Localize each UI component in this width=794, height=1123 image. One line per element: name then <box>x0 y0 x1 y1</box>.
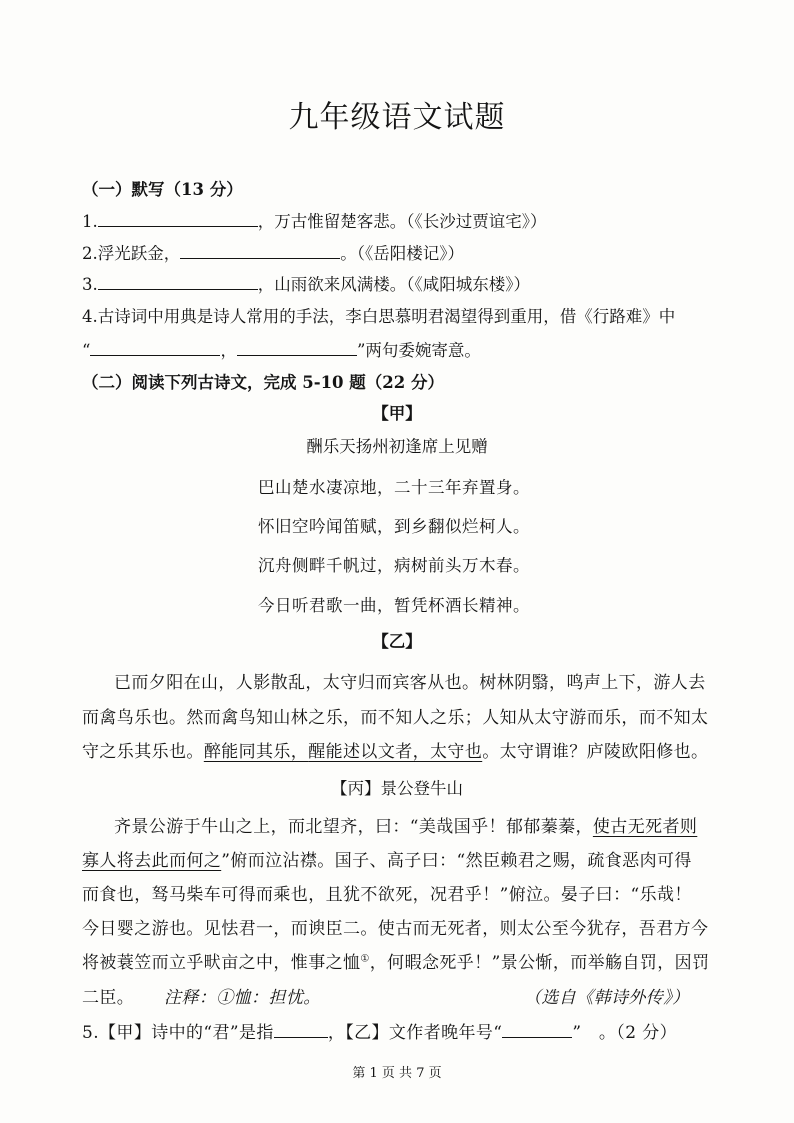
poem-line: 怀旧空吟闻笛赋，到乡翻似烂柯人。 <box>258 517 530 536</box>
question-2-text: 2.浮光跃金， <box>82 244 181 263</box>
passage-text: ”俯而泣沾襟。国子、高子曰：“然臣赖君之赐，疏食恶肉可得 <box>221 851 692 871</box>
question-4-line-1: 4.古诗词中用典是诗人常用的手法，李白思慕明君渴望得到重用，借《行路难》中 <box>82 307 676 326</box>
question-5-text: ” 。（2 分） <box>572 1023 678 1043</box>
passage-text: 二臣。 <box>82 988 135 1008</box>
question-3-number: 3. <box>82 275 98 294</box>
passage-jia-label: 【甲】 <box>372 404 422 423</box>
passage-bing-line <box>82 983 722 1008</box>
passage-bing-label: 【丙】景公登牛山 <box>331 779 463 798</box>
underlined-sentence: 寡人将去此而何之 <box>82 851 222 871</box>
passage-bing-line: 今日婴之游也。见怯君一，而谀臣二。使古而无死者，则太公至今犹存，吾君方今 <box>82 919 709 939</box>
passage-bing-line: 而食也，驽马柴车可得而乘也，且犹不欲死，况君乎！”俯泣。晏子曰：“乐哉！ <box>82 885 692 905</box>
underlined-sentence: 醉能同其乐， <box>203 742 309 762</box>
passage-yi-line <box>82 737 722 762</box>
answer-blank <box>98 212 258 227</box>
question-4-text: ”两句委婉寄意。 <box>356 341 481 360</box>
question-1-number: 1. <box>82 212 98 231</box>
question-3-text: ，山雨欲来风满楼。（《咸阳城东楼》） <box>257 275 530 294</box>
passage-text: 齐景公游于牛山之上，而北望齐，曰：“美哉国乎！郁郁蓁蓁， <box>114 817 593 837</box>
question-1 <box>82 208 547 232</box>
answer-blank <box>502 1023 572 1038</box>
passage-yi-label: 【乙】 <box>372 632 422 651</box>
passage-text: 将被蓑笠而立乎畎亩之中，惟事之恤 <box>82 953 361 973</box>
underlined-sentence: 使古无死者则 <box>592 817 698 837</box>
comma: ， <box>220 341 237 360</box>
poem-title: 酬乐天扬州初逢席上见赠 <box>306 437 488 456</box>
footnote-marker: ① <box>360 953 370 965</box>
answer-blank <box>274 1023 328 1038</box>
answer-blank <box>90 341 220 356</box>
poem-line: 巴山楚水凄凉地，二十三年弃置身。 <box>258 478 530 497</box>
question-5-text: 5.【甲】诗中的“君”是指 <box>82 1023 274 1043</box>
passage-bing-line <box>114 812 754 837</box>
passage-text: 守之乐其乐也。 <box>82 742 204 762</box>
question-4-line-2 <box>82 337 481 361</box>
passage-yi-line: 已而夕阳在山，人影散乱，太守归而宾客从也。树林阴翳，鸣声上下，游人去 <box>114 673 706 693</box>
poem-line: 今日听君歌一曲，暂凭杯酒长精神。 <box>258 596 530 615</box>
source-citation: （选自《韩诗外传》） <box>524 988 690 1008</box>
section1-heading: （一）默写（13 分） <box>82 180 243 199</box>
passage-text: ，何暇念死乎！”景公惭，而举觞自罚，因罚 <box>369 953 710 973</box>
open-quote: “ <box>82 341 91 360</box>
answer-blank <box>237 341 357 356</box>
passage-yi-line: 而禽鸟乐也。然而禽鸟知山林之乐，而不知人之乐；人知从太守游而乐，而不知太 <box>82 708 709 728</box>
question-5 <box>82 1018 722 1043</box>
question-5-text: ，【乙】文作者晚年号“ <box>327 1023 503 1043</box>
footnote: 注释：①恤：担忧。 <box>164 988 321 1008</box>
answer-blank <box>98 275 258 290</box>
section2-heading: （二）阅读下列古诗文，完成 5-10 题（22 分） <box>82 373 444 392</box>
underlined-sentence: 醒能述以文者，太守也 <box>308 742 483 762</box>
passage-text: 。太守谓谁？庐陵欧阳修也。 <box>482 742 709 762</box>
passage-bing-line <box>82 846 722 871</box>
question-2 <box>82 240 464 264</box>
answer-blank <box>180 244 340 259</box>
poem-line: 沉舟侧畔千帆过，病树前头万木春。 <box>258 556 530 575</box>
passage-bing-line <box>82 948 722 973</box>
page-footer: 第 1 页 共 7 页 <box>352 1066 442 1081</box>
page-title: 九年级语文试题 <box>288 100 506 135</box>
question-3 <box>82 271 530 295</box>
question-1-text: ，万古惟留楚客悲。（《长沙过贾谊宅》） <box>257 212 547 231</box>
question-2-rest: 。（《岳阳楼记》） <box>340 244 464 263</box>
